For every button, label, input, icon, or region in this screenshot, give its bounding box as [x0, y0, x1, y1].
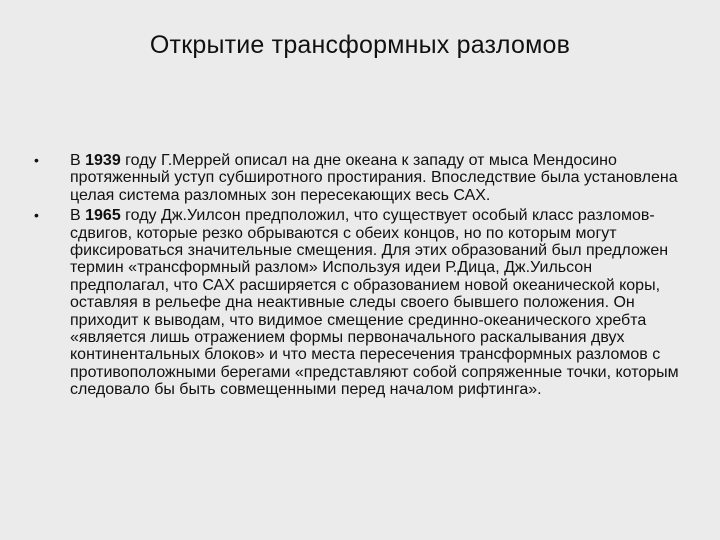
bullet-prefix: В — [70, 152, 86, 169]
bullet-year: 1939 — [85, 152, 121, 169]
bullet-item-1939 — [34, 152, 694, 204]
slide-title: Открытие трансформных разломов — [149, 31, 571, 59]
bullet-prefix: В — [70, 207, 86, 225]
bullet-text: году Г.Меррей описал на дне океана к западу от мыса Мендосино протяженный уступ субширотного простирания. Впоследствие была установлена целая система разломных зон пересекающих весь САХ. — [70, 152, 678, 204]
bullet-text: году Дж.Уилсон предположил, что существует особый класс разломов-сдвигов, которые резко обрываются с обеих концов, но по которым могут фиксироваться значительные смещения. Для этих образований был предложен термин «трансформный разлом» Используя идеи Р.Дица, Дж.Уильсон предполагал, что САХ расширяется с образованием новой океанической коры, оставляя в рельефе дна неактивные следы своего бывшего положения. Он приходит к выводам, что видимое смещение срединно-океанического хребта «является лишь отражением формы первоначального раскалывания двух континентальных блоков» и что места пересечения трансформных разломов с противоположными берегами «представляют собой сопряженные точки, которым следовало бы быть совмещенными перед началом рифтинга». — [70, 207, 679, 399]
bullet-dot-icon: • — [34, 152, 39, 168]
bullet-item-1965 — [34, 207, 694, 398]
bullet-dot-icon: • — [34, 207, 39, 224]
bullet-year: 1965 — [85, 207, 121, 225]
bullet-list — [34, 152, 694, 402]
